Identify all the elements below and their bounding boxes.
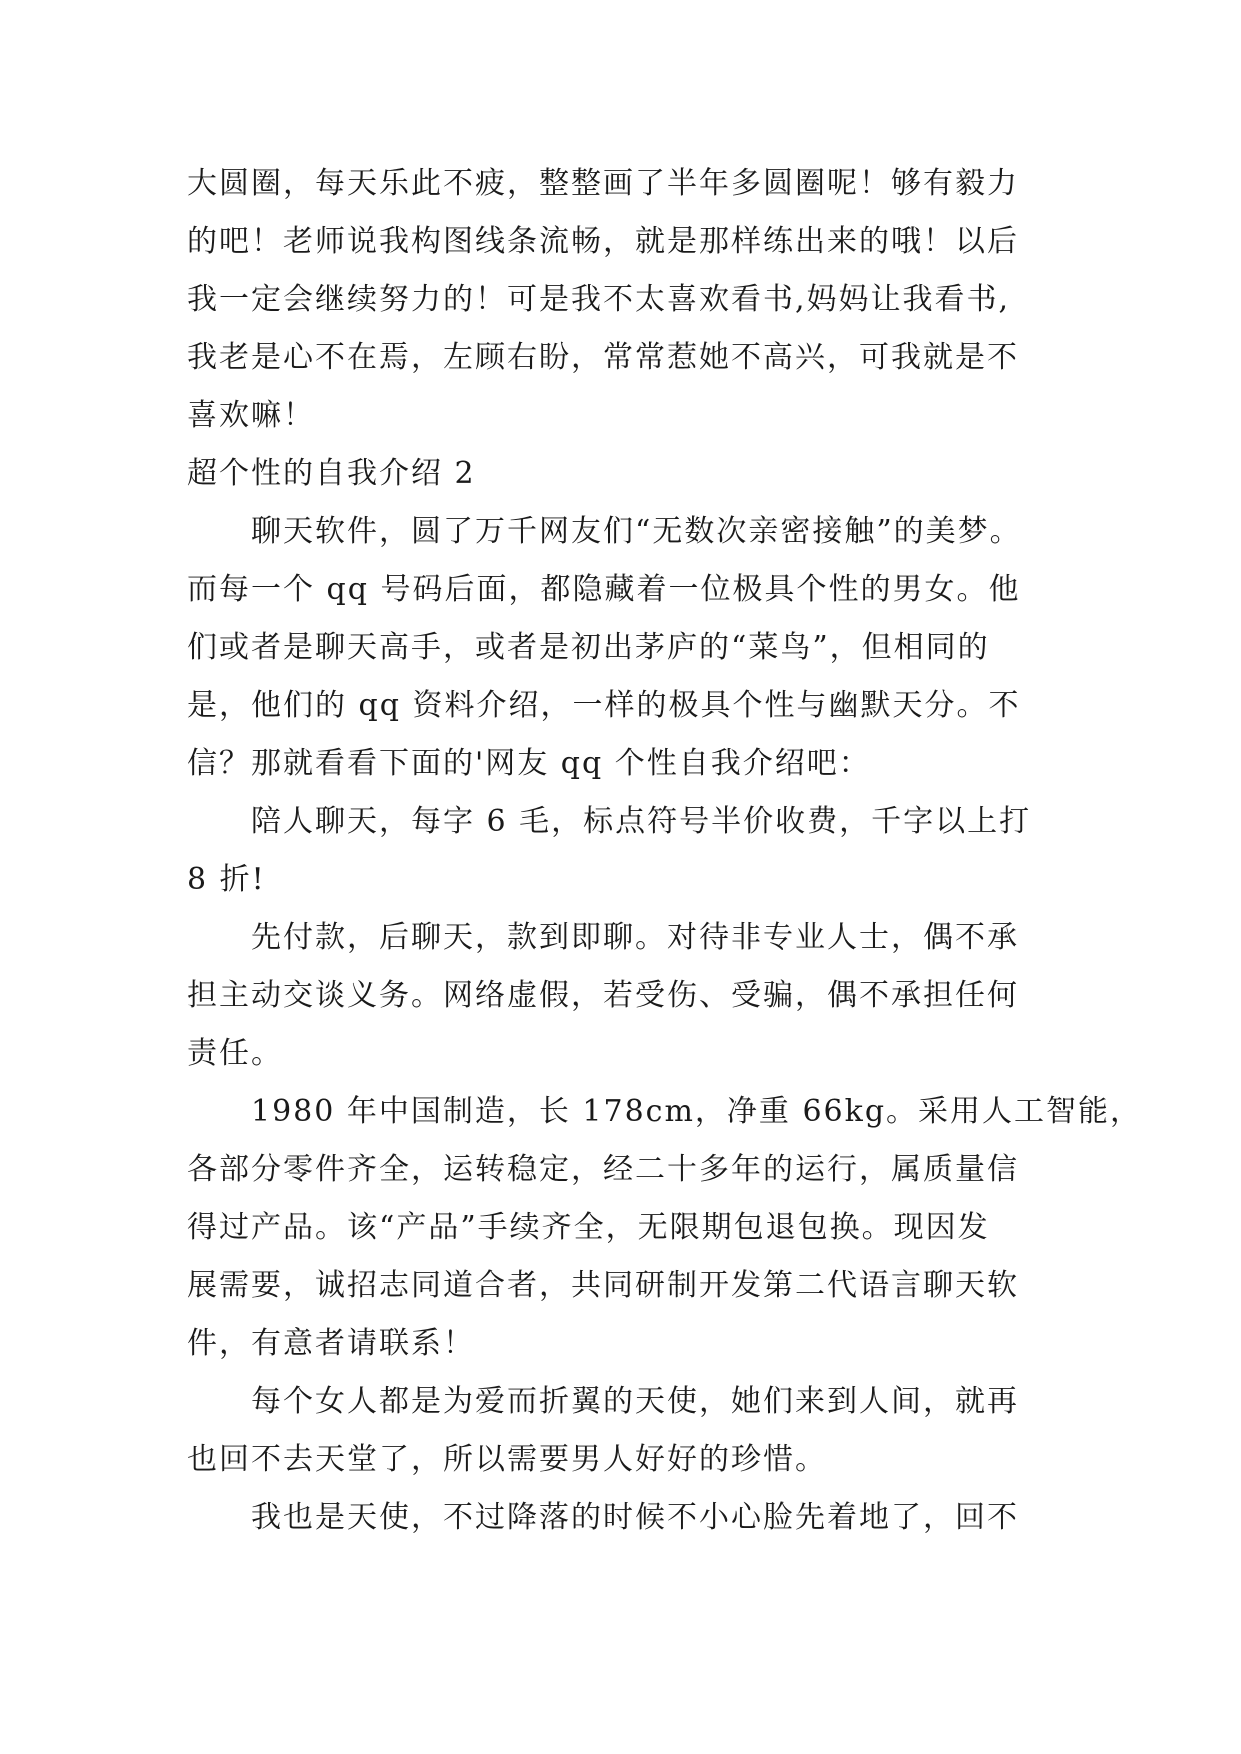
text-line: 超个性的自我介绍 2: [187, 456, 476, 491]
text-line: 聊天软件，圆了万千网友们“无数次亲密接触”的美梦。: [251, 514, 1022, 549]
text-line: 每个女人都是为爱而折翼的天使，她们来到人间，就再: [251, 1384, 1019, 1419]
text-line: 信？那就看看下面的'网友 qq 个性自我介绍吧：: [187, 746, 871, 781]
text-line: 件，有意者请联系！: [187, 1326, 475, 1361]
text-line: 先付款，后聊天，款到即聊。对待非专业人士，偶不承: [251, 920, 1019, 955]
text-line: 而每一个 qq 号码后面，都隐藏着一位极具个性的男女。他: [187, 572, 1021, 607]
text-line: 陪人聊天，每字 6 毛，标点符号半价收费，千字以上打: [251, 804, 1032, 839]
text-line: 也回不去天堂了，所以需要男人好好的珍惜。: [187, 1442, 827, 1477]
text-line: 8 折!: [187, 862, 266, 897]
text-line: 我也是天使，不过降落的时候不小心脸先着地了，回不: [251, 1500, 1019, 1535]
text-line: 责任。: [187, 1036, 283, 1071]
text-line: 我老是心不在焉，左顾右盼，常常惹她不高兴，可我就是不: [187, 340, 1019, 375]
text-line: 喜欢嘛！: [187, 398, 315, 433]
text-line: 大圆圈，每天乐此不疲，整整画了半年多圆圈呢！够有毅力: [187, 166, 1019, 201]
text-line: 是，他们的 qq 资料介绍，一样的极具个性与幽默天分。不: [187, 688, 1021, 723]
text-line: 我一定会继续努力的！可是我不太喜欢看书,妈妈让我看书,: [187, 282, 1011, 317]
text-line: 担主动交谈义务。网络虚假，若受伤、受骗，偶不承担任何: [187, 978, 1019, 1013]
document-body: [187, 155, 1143, 1547]
text-line: 各部分零件齐全，运转稳定，经二十多年的运行，属质量信: [187, 1152, 1019, 1187]
text-line: 们或者是聊天高手，或者是初出茅庐的“菜鸟”，但相同的: [187, 630, 990, 665]
text-line: 得过产品。该“产品”手续齐全，无限期包退包换。现因发: [187, 1210, 990, 1245]
text-line: 展需要，诚招志同道合者，共同研制开发第二代语言聊天软: [187, 1268, 1019, 1303]
text-line: 1980 年中国制造，长 178cm，净重 66kg。采用人工智能，: [251, 1094, 1143, 1129]
text-line: 的吧！老师说我构图线条流畅，就是那样练出来的哦！以后: [187, 224, 1019, 259]
